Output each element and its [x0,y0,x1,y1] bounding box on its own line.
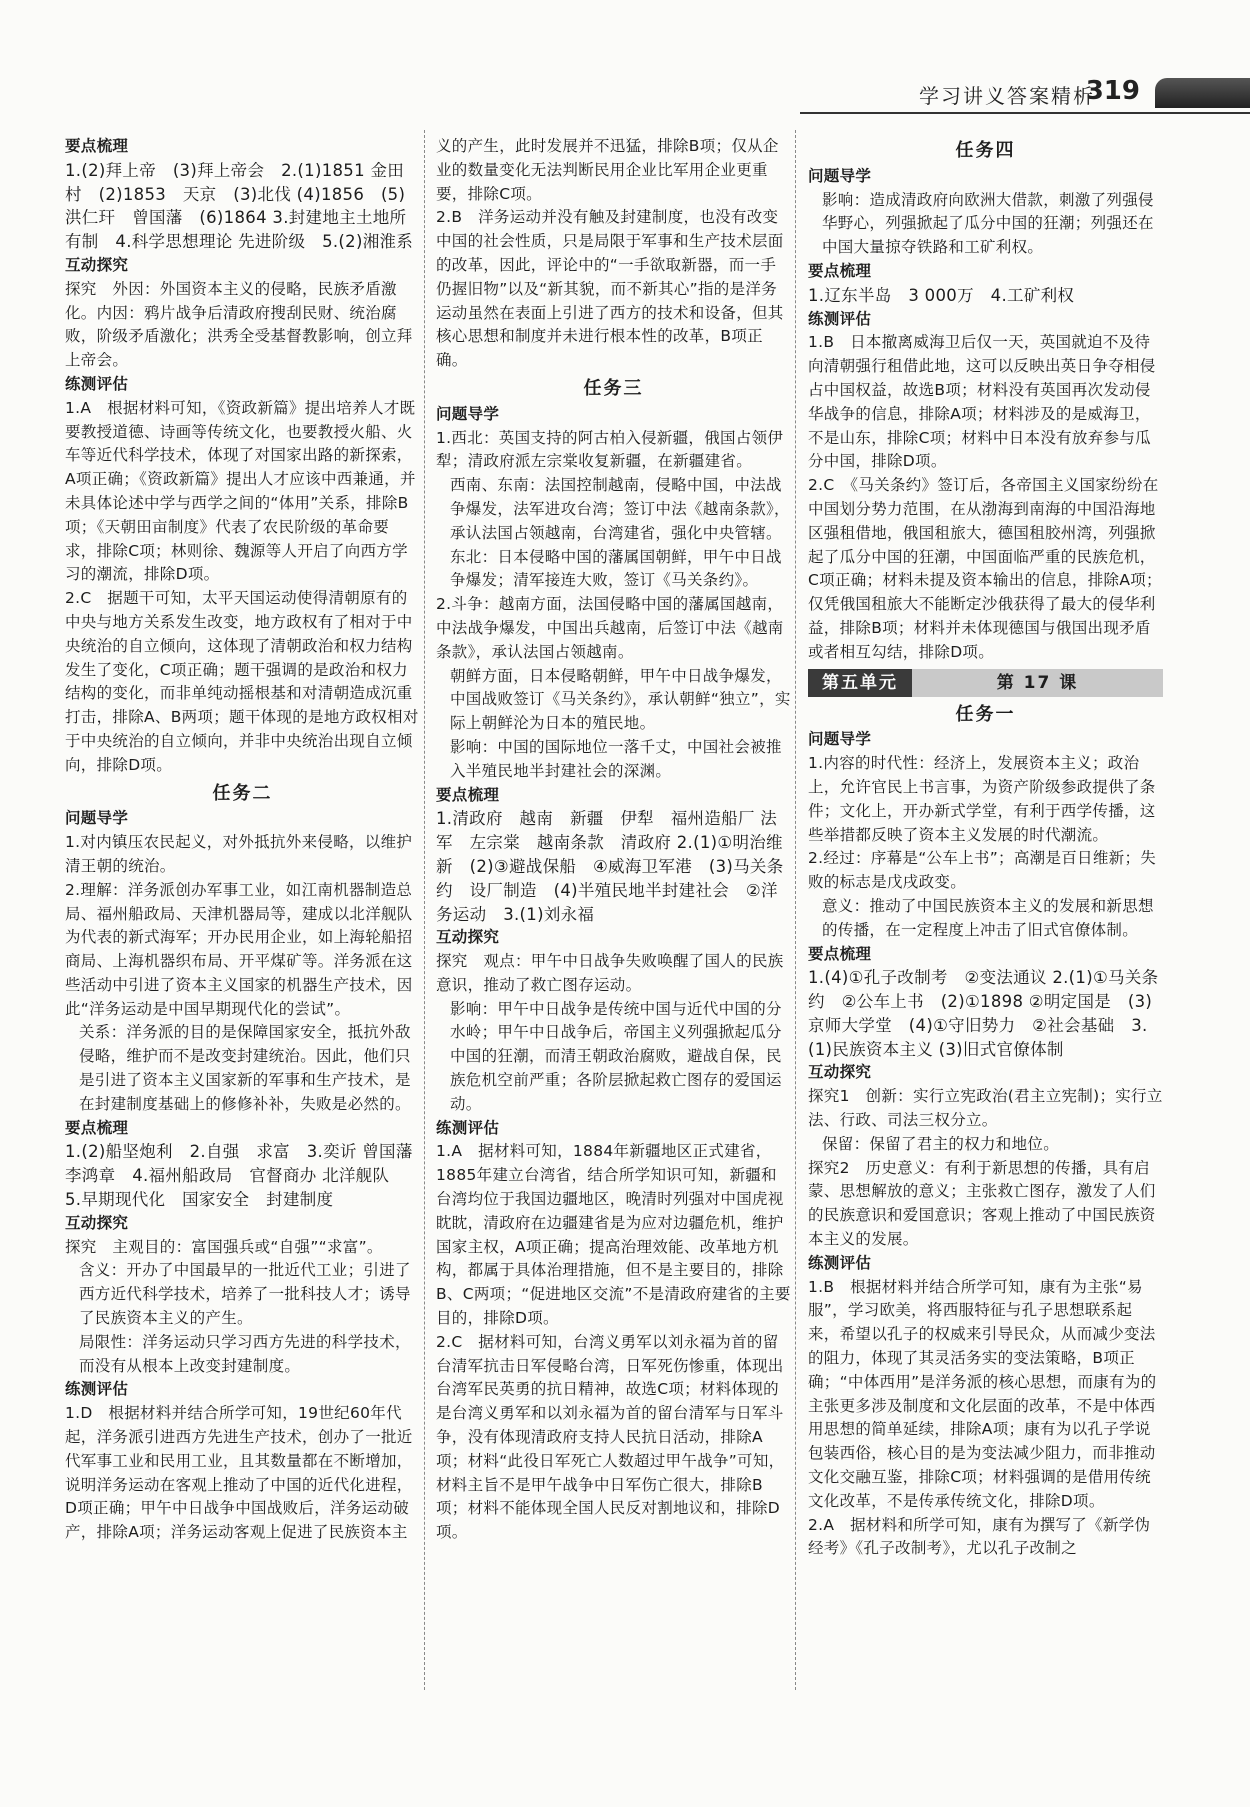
section-heading: 要点梳理 [65,1118,129,1137]
answer-paragraph: 影响：造成清政府向欧洲大借款，刺激了列强侵华野心，列强掀起了瓜分中国的狂潮；列强还在中国大量掠夺铁路和工矿利权。 [822,190,1154,257]
section-heading: 练测评估 [436,1118,500,1137]
section-heading: 练测评估 [65,1380,129,1399]
key-points-text: 1.(2)拜上帝 (3)拜上帝会 2.(1)1851 金田村 (2)1853 天京 (3)北伐 (4)1856 (5)洪仁玕 曾国藩 (6)1864 3.封建地主土地所有制 4.科学思想理论 先进阶级 5.(2)湘淮系 [65,160,414,252]
answer-paragraph: 2.C 据题干可知，太平天国运动使得清朝原有的中央与地方关系发生改变，地方政权有了相对于中央统治的自立倾向，这体现了清朝政治和权力结构发生了变化，C项正确；题干强调的是政治和权力结构的变化，而非单纯动摇根基和对清朝造成沉重打击，排除A、B两项；题干体现的是地方政权相对于中央统治的自立倾向，并非中央统治出现自立倾向，排除D项。 [65,589,419,774]
section-heading: 要点梳理 [808,944,872,963]
section-heading: 问题导学 [808,166,872,185]
task-heading: 任务一 [955,703,1016,725]
page-header [0,72,1250,122]
key-points-text: 1.(2)船坚炮利 2.自强 求富 3.奕䜣 曾国藩 李鸿章 4.福州船政局 官督商办 北洋舰队 5.早期现代化 国家安全 封建制度 [65,1142,430,1210]
answer-paragraph: 含义：开办了中国最早的一批近代工业；引进了西方近代科学技术，培养了一批科技人才；诱导了民族资本主义的产生。 [79,1261,411,1328]
answer-paragraph: 1.对内镇压农民起义，对外抵抗外来侵略，以维护清王朝的统治。 [65,833,413,875]
column-1 [65,135,430,1545]
answer-paragraph: 1.B 根据材料并结合所学可知，康有为主张“易服”，学习欧美，将西服特征与孔子思想联系起来，希望以孔子的权威来引导民众，从而减少变法的阻力，体现了其灵活务实的变法策略，B项正确；“中体西用”是洋务派的核心思想，而康有为的主张更多涉及制度和文化层面的改革，不是中体西用思想的简单延续，排除A项；康有为以孔子学说包装西俗，核心目的是为变法减少阻力，而非推动文化交融互鉴，排除C项；材料强调的是借用传统文化改革，不是传承传统文化，排除D项。 [808,1277,1157,1510]
answer-paragraph: 探究2 历史意义：有利于新思想的传播，具有启蒙、思想解放的意义；主张救亡图存，激发了人们的民族意识和爱国意识；客观上推动了中国民族资本主义的发展。 [808,1158,1156,1249]
section-heading: 要点梳理 [65,137,129,155]
unit-banner [808,669,1163,697]
header-rule [800,112,1250,114]
answer-paragraph: 探究1 创新：实行立宪政治(君主立宪制)；实行立法、行政、司法三权分立。 [808,1087,1163,1130]
column-3 [808,135,1163,1561]
answer-paragraph: 2.斗争：越南方面，法国侵略中国的藩属国越南，中法战争爆发，中国出兵越南，后签订中法《越南条款》，承认法国占领越南。 [436,595,784,661]
answer-paragraph: 2.B 洋务运动并没有触及封建制度，也没有改变中国的社会性质，只是局限于军事和生产技术层面的改革，因此，评论中的“一手欲取新器，而一手仍握旧物”以及“新其貌，而不新其心”指的是洋务运动虽然在表面上引进了西方的技术和设备，但其核心思想和制度并未进行根本性的改革，B项正确。 [436,208,784,370]
answer-paragraph: 1.西北：英国支持的阿古柏入侵新疆，俄国占领伊犁；清政府派左宗棠收复新疆，在新疆建省。 [436,428,784,471]
book-title: 学习讲义答案精析 [919,84,1095,108]
section-heading: 问题导学 [808,730,872,749]
answer-paragraph: 朝鲜方面，日本侵略朝鲜，甲午中日战争爆发，中国战败签订《马关条约》，承认朝鲜“独立”，实际上朝鲜沦为日本的殖民地。 [450,666,791,733]
section-heading: 问题导学 [436,404,500,423]
unit-label: 第五单元 [808,669,912,697]
section-heading: 要点梳理 [808,261,872,280]
answer-paragraph: 2.A 据材料和所学可知，康有为撰写了《新学伪经考》《孔子改制考》，尤以孔子改制之 [808,1515,1151,1558]
answer-paragraph: 2.C 《马关条约》签订后，各帝国主义国家纷纷在中国划分势力范围，在从渤海到南海的中国沿海地区强租借地，俄国租旅大，德国租胶州湾，列强掀起了瓜分中国的狂潮，中国面临严重的民族危机，C项正确；材料未提及资本输出的信息，排除A项；仅凭俄国租旅大不能断定沙俄获得了最大的侵华利益，排除B项；材料并未体现德国与俄国出现矛盾或者相互勾结，排除D项。 [808,476,1162,661]
answer-paragraph: 1.A 根据材料可知，《资政新篇》提出培养人才既要教授道德、诗画等传统文化，也要教授火船、火车等近代科学技术，体现了对国家出路的新探索，A项正确；《资政新篇》提出人才应该中西兼通，并未具体论述中学与西学之间的“体用”关系，排除B项；《天朝田亩制度》代表了农民阶级的革命要求，排除C项；林则徐、魏源等人开启了向西方学习的潮流，排除D项。 [65,398,416,584]
answer-paragraph: 探究 外因：外国资本主义的侵略，民族矛盾激化。内因：鸦片战争后清政府搜刮民财、统治腐败，阶级矛盾激化；洪秀全受基督教影响，创立拜上帝会。 [65,279,413,370]
answer-paragraph: 西南、东南：法国控制越南，侵略中国，中法战争爆发，法军进攻台湾；签订中法《越南条款》，承认法国占领越南，台湾建省，强化中央管辖。 [450,476,790,542]
section-heading: 互动探究 [65,255,129,274]
answer-paragraph: 1.内容的时代性：经济上，发展资本主义；政治上，允许官民上书言事，为资产阶级参政提供了条件；文化上，开办新式学堂，有利于西学传播，这些举措都反映了资本主义发展的时代潮流。 [808,754,1156,844]
column-divider [795,130,797,1690]
answer-paragraph: 东北：日本侵略中国的藩属国朝鲜，甲午中日战争爆发；清军接连大败，签订《马关条约》。 [450,547,782,590]
key-points-text: 1.清政府 越南 新疆 伊犁 福州造船厂 法军 左宗棠 越南条款 清政府 2.(1)①明治维新 (2)③避战保船 ④威海卫军港 (3)马关条约 设厂制造 (4)半殖民地半封建社会 ②洋务运动 3.(1)刘永福 [436,809,784,924]
section-heading: 互动探究 [808,1063,872,1082]
key-points-text: 1.(4)①孔子改制考 ②变法通议 2.(1)①马关条约 ②公车上书 (2)①1898 ②明定国是 (3)京师大学堂 (4)①守旧势力 ②社会基础 3.(1)民族资本主义 (3)旧式官僚体制 [808,968,1159,1059]
key-points-text: 1.辽东半岛 3 000万 4.工矿利权 [808,285,1075,305]
section-heading: 练测评估 [808,1253,872,1272]
answer-paragraph: 影响：中国的国际地位一落千丈，中国社会被推入半殖民地半封建社会的深渊。 [450,737,782,780]
task-heading: 任务四 [955,140,1016,161]
answer-paragraph: 影响：甲午中日战争是传统中国与近代中国的分水岭；甲午中日战争后，帝国主义列强掀起瓜分中国的狂潮，而清王朝政治腐败，避战自保，民族危机空前严重；各阶层掀起救亡图存的爱国运动。 [450,999,782,1113]
answer-paragraph: 探究 主观目的：富国强兵或“自强”“求富”。 [65,1237,383,1256]
answer-paragraph: 1.D 根据材料并结合所学可知，19世纪60年代起，洋务派引进西方先进生产技术，创办了一批近代军事工业和民用工业，且其数量都在不断增加，说明洋务运动在客观上推动了中国的近代化进程，D项正确；甲午中日战争中国战败后，洋务运动破产，排除A项；洋务运动客观上促进了民族资本主 [65,1404,413,1542]
section-heading: 练测评估 [808,309,872,328]
answer-paragraph: 意义：推动了中国民族资本主义的发展和新思想的传播，在一定程度上冲击了旧式官僚体制。 [822,896,1154,939]
section-heading: 互动探究 [65,1213,129,1232]
answer-paragraph: 义的产生，此时发展并不迅猛，排除B项；仅从企业的数量变化无法判断民用企业比军用企业更重要，排除C项。 [436,137,779,203]
section-heading: 要点梳理 [436,785,500,804]
task-heading: 任务二 [212,782,273,804]
section-heading: 练测评估 [65,374,129,393]
answer-paragraph: 2.理解：洋务派创办军事工业，如江南机器制造总局、福州船政局、天津机器局等，建成以北洋舰队为代表的新式海军；开办民用企业，如上海轮船招商局、上海机器织布局、开平煤矿等。洋务派在这些活动中引进了资本主义国家的机器生产技术，因此“洋务运动是中国早期现代化的尝试”。 [65,880,413,1018]
header-tab-decoration [1155,78,1250,108]
answer-paragraph: 保留：保留了君主的权力和地位。 [822,1134,1060,1153]
lesson-label: 第 17 课 [912,669,1163,697]
answer-paragraph: 1.A 据材料可知，1884年新疆地区正式建省，1885年建立台湾省，结合所学知识可知，新疆和台湾均位于我国边疆地区，晚清时列强对中国虎视眈眈，清政府在边疆建省是为应对边疆危机，维护国家主权，A项正确；提高治理效能、改革地方机构，都属于具体治理措施，但不是主要目的，排除B、C两项；“促进地区交流”不是清政府建省的主要目的，排除D项。 [436,1142,791,1328]
column-2 [436,135,791,1545]
page-number: 319 [1085,76,1140,106]
answer-paragraph: 2.经过：序幕是“公车上书”；高潮是百日维新；失败的标志是戊戌政变。 [808,849,1157,892]
answer-paragraph: 1.B 日本撤离威海卫后仅一天，英国就迫不及待向清朝强行租借此地，这可以反映出英日争夺相侵占中国权益，故选B项；材料没有英国再次发动侵华战争的信息，排除A项；材料涉及的是威海卫，不是山东，排除C项；材料中日本没有放弃参与瓜分中国，排除D项。 [808,333,1156,471]
answer-paragraph: 2.C 据材料可知，台湾义勇军以刘永福为首的留台清军抗击日军侵略台湾，日军死伤惨重，体现出台湾军民英勇的抗日精神，故选C项；材料体现的是台湾义勇军和以刘永福为首的留台清军与日军斗争，没有体现清政府支持人民抗日活动，排除A项；材料“此役日军死亡人数超过甲午战争”可知，材料主旨不是甲午战争中日军伤亡很大，排除B项；材料不能体现全国人民反对割地议和，排除D项。 [436,1332,785,1542]
answer-paragraph: 探究 观点：甲午中日战争失败唤醒了国人的民族意识，推动了救亡图存运动。 [436,952,784,994]
section-heading: 问题导学 [65,809,129,828]
column-divider [424,130,426,1690]
answer-paragraph: 关系：洋务派的目的是保障国家安全，抵抗外敌侵略，维护而不是改变封建统治。因此，他们只是引进了资本主义国家新的军事和生产技术，是在封建制度基础上的修修补补，失败是必然的。 [79,1023,411,1113]
task-heading: 任务三 [583,377,644,399]
section-heading: 互动探究 [436,928,500,947]
answer-paragraph: 局限性：洋务运动只学习西方先进的科学技术，而没有从根本上改变封建制度。 [79,1332,411,1375]
